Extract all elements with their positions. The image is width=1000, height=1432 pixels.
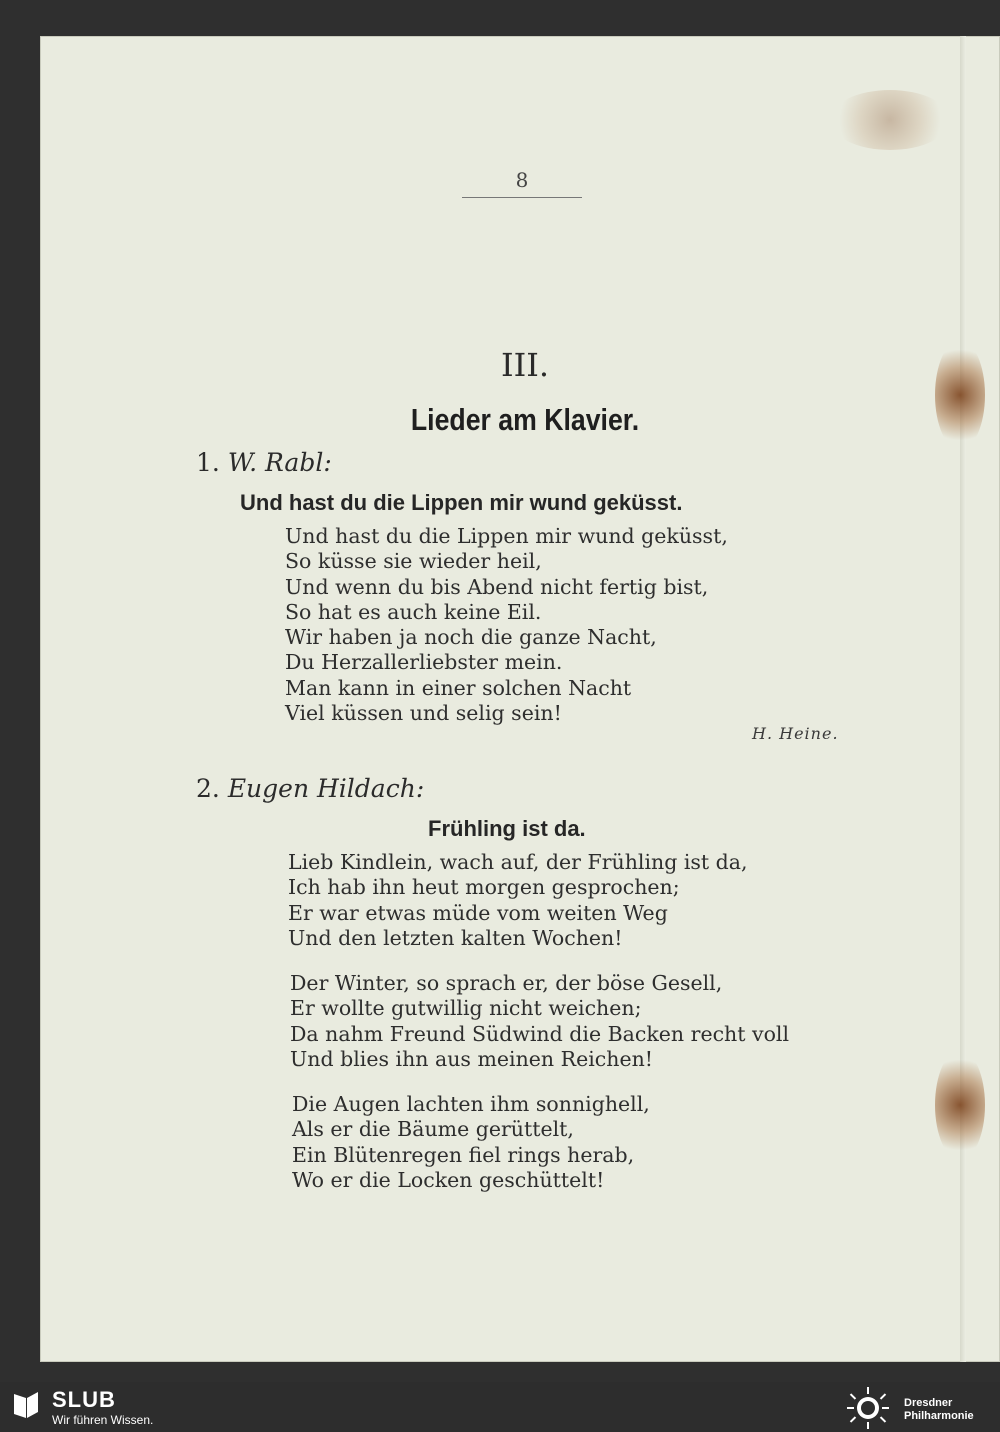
- song-title: Und hast du die Lippen mir wund geküsst.: [240, 490, 683, 515]
- verse-line: Viel küssen und selig sein!: [285, 701, 562, 726]
- page-edge: [960, 36, 966, 1362]
- paper-stain: [830, 90, 950, 150]
- verse-line: Du Herzallerliebster mein.: [285, 650, 563, 675]
- composer-name: W. Rabl:: [227, 448, 332, 477]
- partner-name-line: Philharmonie: [904, 1410, 974, 1422]
- verse-line: Als er die Bäume gerüttelt,: [292, 1117, 574, 1142]
- verse-line: Ich hab ihn heut morgen gesprochen;: [288, 875, 680, 900]
- song-title: Frühling ist da.: [428, 816, 586, 841]
- verse-line: Der Winter, so sprach er, der böse Gesell,: [290, 971, 723, 995]
- verse-line: So küsse sie wieder heil,: [285, 549, 542, 574]
- verse-line: Und blies ihn aus meinen Reichen!: [290, 1046, 654, 1071]
- verse-line: Und hast du die Lippen mir wund geküsst,: [285, 524, 728, 548]
- song-stanza: [292, 1092, 650, 1193]
- song-verse: [285, 524, 728, 726]
- section-title: Lieder am Klavier.: [410, 402, 640, 437]
- song-stanza: [288, 850, 748, 951]
- verse-line: Wo er die Locken geschüttelt!: [292, 1167, 605, 1192]
- verse-line: Er wollte gutwillig nicht weichen;: [290, 996, 642, 1021]
- verse-line: Die Augen lachten ihm sonnighell,: [292, 1092, 650, 1116]
- paper-stain: [935, 340, 985, 450]
- slub-logo-icon: [12, 1390, 40, 1420]
- verse-line: Und wenn du bis Abend nicht fertig bist,: [285, 574, 709, 599]
- verse-line: Lieb Kindlein, wach auf, der Frühling ist da,: [288, 850, 748, 874]
- verse-line: Man kann in einer solchen Nacht: [285, 675, 632, 700]
- philharmonie-logo-icon: [842, 1386, 894, 1430]
- library-name: SLUB: [52, 1387, 116, 1412]
- verse-line: So hat es auch keine Eil.: [285, 599, 542, 624]
- composer-name: Eugen Hildach:: [227, 774, 425, 803]
- song-stanza: [290, 971, 789, 1072]
- song-heading: [196, 448, 332, 477]
- verse-line: Ein Blütenregen fiel rings herab,: [292, 1142, 635, 1167]
- section-number: III.: [500, 346, 550, 384]
- partner-name-line: Dresdner: [904, 1397, 953, 1409]
- library-tagline: Wir führen Wissen.: [52, 1413, 154, 1427]
- song-number: 2.: [196, 774, 220, 803]
- song-number: 1.: [196, 448, 220, 477]
- song-heading: [196, 774, 424, 803]
- page-number: 8: [515, 168, 529, 192]
- verse-line: Wir haben ja noch die ganze Nacht,: [285, 625, 657, 650]
- paper-stain: [935, 1050, 985, 1160]
- verse-line: Und den letzten kalten Wochen!: [288, 925, 623, 950]
- page-number-rule: [462, 197, 582, 198]
- lyricist-credit: H. Heine.: [752, 724, 839, 743]
- partner-name: [904, 1397, 974, 1423]
- verse-line: Er war etwas müde vom weiten Weg: [288, 900, 668, 925]
- verse-line: Da nahm Freund Südwind die Backen recht voll: [290, 1021, 790, 1046]
